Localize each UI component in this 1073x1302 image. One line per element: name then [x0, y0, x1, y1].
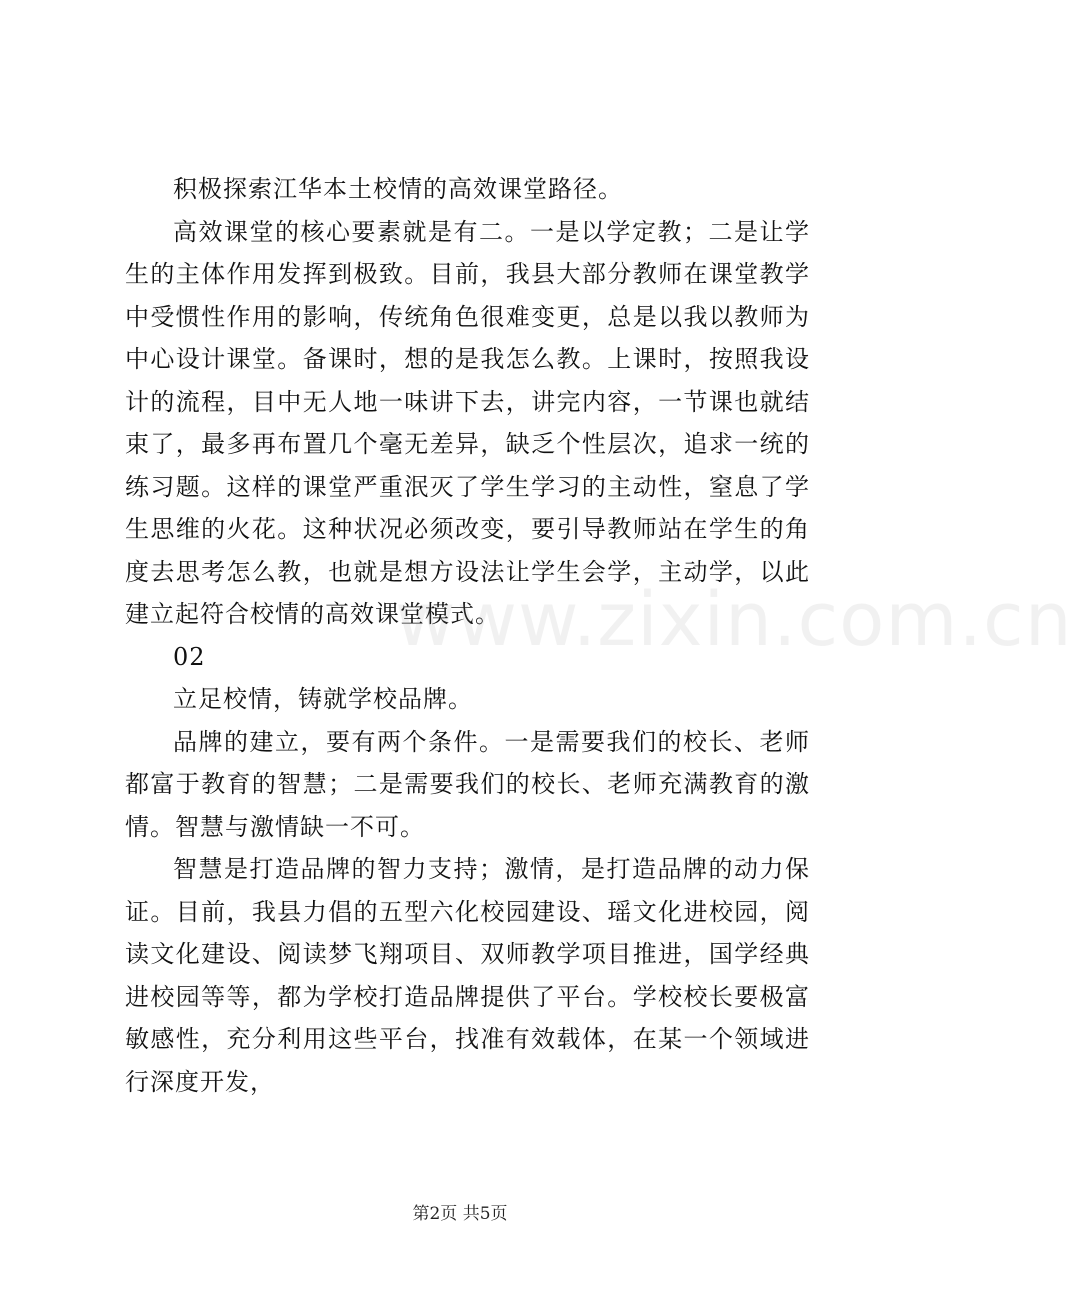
section-heading: 立足校情，铸就学校品牌。: [173, 685, 473, 713]
paragraph-1: 积极探索江华本土校情的高效课堂路径。: [173, 175, 623, 203]
paragraph-2: 高效课堂的核心要素就是有二。一是以学定教；二是让学生的主体作用发挥到极致。目前，我县大部分教师在课堂教学中受惯性作用的影响，传统角色很难变更，总是以我以教师为中心设计课堂。备课时，想的是我怎么教。上课时，按照我设计的流程，目中无人地一味讲下去，讲完内容，一节课也就结束了，最多再布置几个毫无差异，缺乏个性层次，追求一统的练习题。这样的课堂严重泯灭了学生学习的主动性，窒息了学生思维的火花。这种状况必须改变，要引导教师站在学生的角度去思考怎么教，也就是想方设法让学生会学，主动学，以此建立起符合校情的高效课堂模式。: [125, 217, 810, 628]
current-page-number: 2: [429, 1204, 441, 1224]
watermark: www.zixin.com.cn: [395, 577, 1073, 663]
page-suffix: 页: [490, 1204, 508, 1224]
page-mid: 页 共: [440, 1204, 480, 1224]
paragraph-4: 智慧是打造品牌的智力支持；激情，是打造品牌的动力保证。目前，我县力倡的五型六化校园建设、瑶文化进校园，阅读文化建设、阅读梦飞翔项目、双师教学项目推进，国学经典进校园等等，都为学校打造品牌提供了平台。学校校长要极富敏感性，充分利用这些平台，找准有效载体，在某一个领域进行深度开发，: [125, 855, 810, 1096]
total-pages-number: 5: [479, 1204, 491, 1224]
document-body: [125, 168, 810, 1103]
section-number: 02: [173, 642, 206, 671]
page-footer: [0, 1199, 920, 1224]
paragraph-3: 品牌的建立，要有两个条件。一是需要我们的校长、老师都富于教育的智慧；二是需要我们的校长、老师充满教育的激情。智慧与激情缺一不可。: [125, 727, 810, 841]
page-prefix: 第: [412, 1204, 430, 1224]
